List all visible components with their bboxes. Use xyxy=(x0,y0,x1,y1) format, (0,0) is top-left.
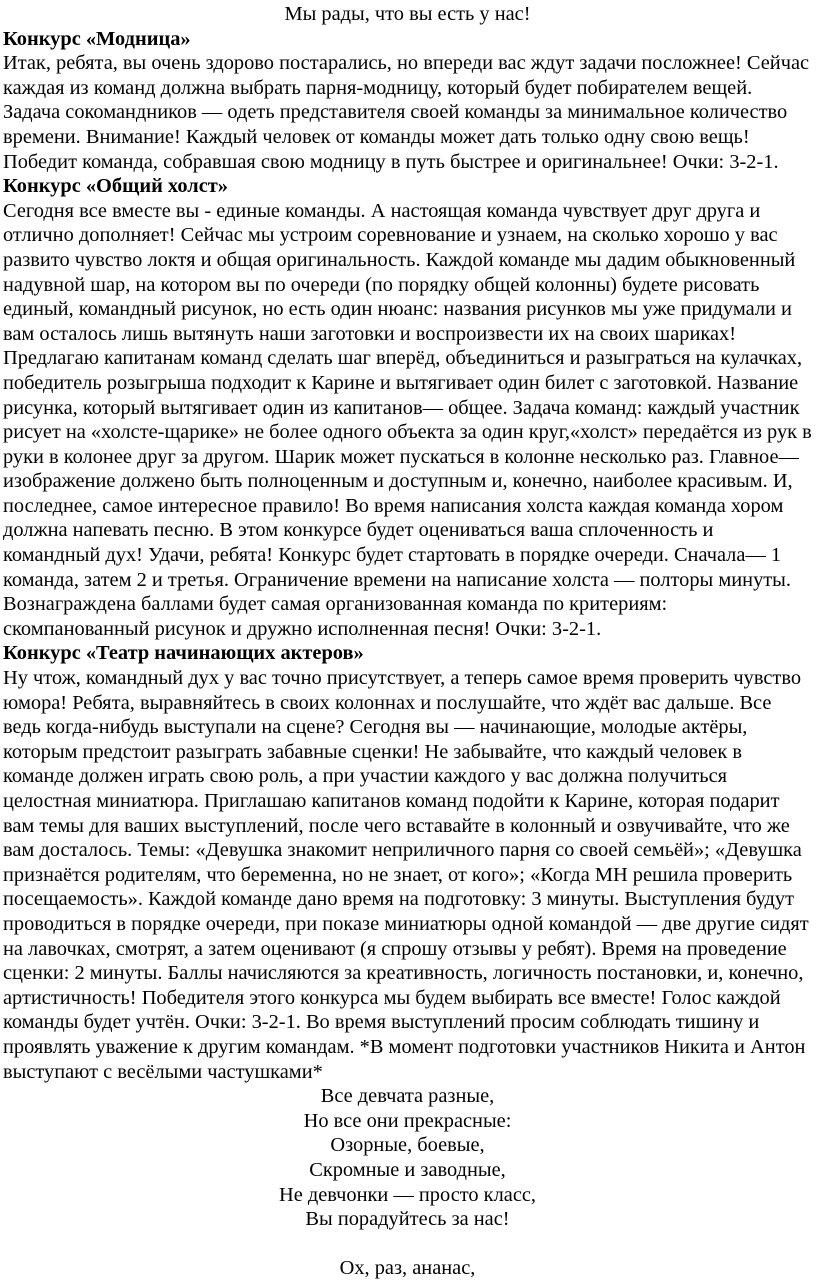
stanza-gap xyxy=(3,1232,812,1257)
poem-line: Ох, раз, ананас, xyxy=(339,1257,476,1280)
section-paragraph: Итак, ребята, вы очень здорово постарались, но впереди вас ждут задачи посложнее! Сейчас каждая из команд должна выбрать парня-модницу, который будет побирателем вещей. Задача сокомандников — одеть представителя своей команды за минимальное количество времени. Внимание! Каждый человек от команды может дать только одну свою вещь! Победит команда, собравшая свою модницу в путь быстрее и оригинальнее! Очки: 3-2-1. xyxy=(3,52,810,173)
poem-line: Озорные, боевые, xyxy=(330,1134,485,1157)
poem-line: Все девчата разные, xyxy=(320,1085,495,1108)
poem xyxy=(3,1084,812,1281)
poem-line: Вы порадуйтесь за нас! xyxy=(305,1208,510,1231)
section-title-teatr: Конкурс «Театр начинающих актеров» xyxy=(3,642,364,665)
poem-line: Но все они прекрасные: xyxy=(303,1109,512,1132)
section-paragraph: Ну чтож, командный дух у вас точно присутствует, а теперь самое время проверить чувство юмора! Ребята, выравняйтесь в своих колоннах и послушайте, что ждёт вас дальше. Все ведь когда-нибудь выступали на сцене? Сегодня вы — начинающие, молодые актёры, которым предстоит разыграть забавные сценки! Не забывайте, что каждый человек в команде должен играть свою роль, а при участии каждого у вас должна получиться целостная миниатюра. Приглашаю капитанов команд подойти к Карине, которая подарит вам темы для ваших выступлений, после чего вставайте в колонный и озвучивайте, что же вам досталось. Темы: «Девушка знакомит неприличного парня со своей семьёй»; «Девушка признаётся родителям, что беременна, но не знает, от кого»; «Когда МН решила проверить посещаемость». Каждой команде дано время на подготовку: 3 минуты. Выступления будут проводиться в порядке очереди, при показе миниатюры одной командой — две другие сидят на лавочках, смотрят, а затем оценивают (я спрошу отзывы у ребят). Время на проведение сценки: 2 минуты. Баллы начисляются за креативность, логичность постановки, и, конечно, артистичность! Победителя этого конкурса мы будем выбирать все вместе! Голос каждой команды будет учтён. Очки: 3-2-1. Во время выступлений просим соблюдать тишину и проявлять уважение к другим командам. *В момент подготовки участников Никита и Антон выступают с весёлыми частушками* xyxy=(3,667,809,1083)
section-title-obshchiy-kholst: Конкурс «Общий холст» xyxy=(3,175,228,198)
section-title-modnitsa: Конкурс «Модница» xyxy=(3,27,191,50)
poem-line: Не девчонки — просто класс, xyxy=(278,1183,537,1206)
intro-line: Мы рады, что вы есть у нас! xyxy=(284,3,531,25)
poem-line: Скромные и заводные, xyxy=(309,1158,506,1181)
section-paragraph: Сегодня все вместе вы - единые команды. А настоящая команда чувствует друг друга и отлично дополняет! Сейчас мы устроим соревнование и узнаем, на сколько хорошо у вас развито чувство локтя и общая оригинальность. Каждой команде мы дадим обыкновенный надувной шар, на котором вы по очереди (по порядку общей колонны) будете рисовать единый, командный рисунок, но есть один нюанс: названия рисунков мы уже придумали и вам осталось лишь вытянуть наши заготовки и воспроизвести их на своих шариках! Предлагаю капитанам команд сделать шаг вперёд, объединиться и разыграться на кулачках, победитель розыгрыша подходит к Карине и вытягивает один билет с заготовкой. Название рисунка, который вытягивает один из капитанов— общее. Задача команд: каждый участник рисует на «холсте-щарике» не более одного объекта за один круг,«холст» передаётся из рук в руки в колонее друг за другом. Шарик может пускаться в колонне несколько раз. Главное— изображение должено быть полноценным и доступным и, конечно, наиболее красивым. И, последнее, самое интересное правило! Во время написания холста каждая команда хором должна напевать песню. В этом конкурсе будет оцениваться ваша сплоченность и командный дух! Удачи, ребята! Конкурс будет стартовать в порядке очереди. Сначала— 1 команда, затем 2 и третья. Ограничение времени на написание холста — полторы минуты. Вознаграждена баллами будет самая организованная команда по критериям: скомпанованный рисунок и дружно исполненная песня! Очки: 3-2-1. xyxy=(3,199,812,640)
